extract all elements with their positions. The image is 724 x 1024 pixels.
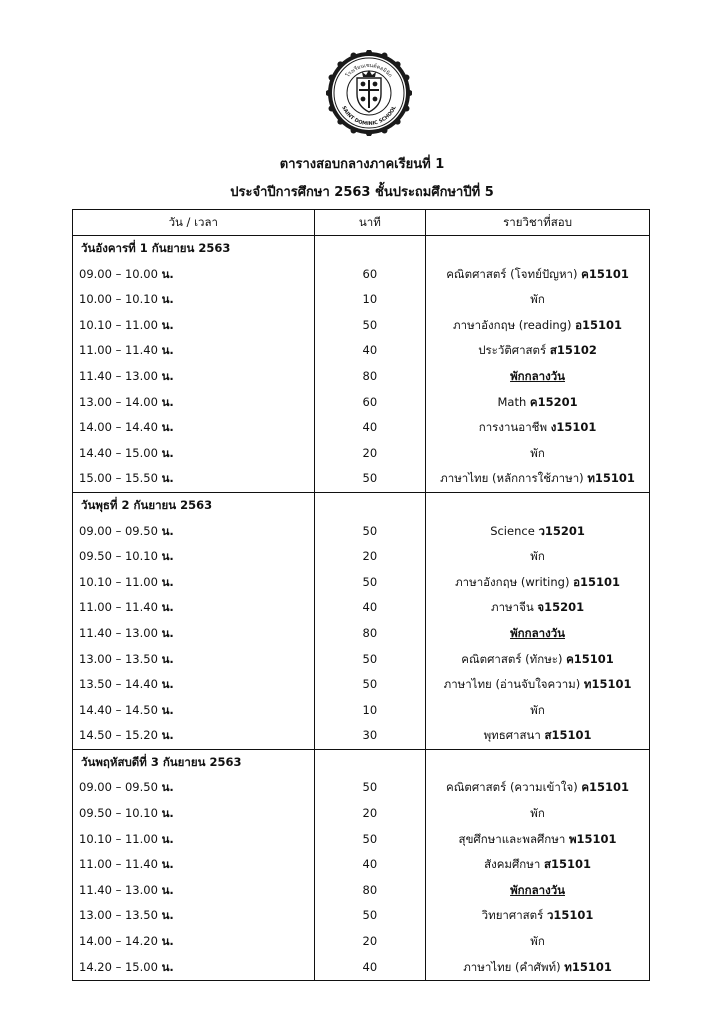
time-range: 09.00 – 09.50 (79, 780, 158, 795)
table-row (73, 647, 650, 673)
day-row-spacer (426, 236, 650, 262)
minutes-cell: 50 (314, 570, 426, 596)
subject-code: พ15101 (568, 831, 617, 846)
time-unit: น. (161, 908, 174, 923)
time-cell (73, 390, 315, 416)
day-header-row (73, 749, 650, 775)
time-range: 09.00 – 09.50 (79, 523, 158, 538)
time-unit: น. (161, 677, 174, 692)
minutes-cell: 20 (314, 801, 426, 827)
subject-code: ส15102 (549, 343, 597, 358)
header-minutes: นาที (314, 210, 426, 236)
subject-code: ส15101 (543, 857, 591, 872)
subject-name: พัก (530, 934, 545, 949)
day-row-spacer (314, 749, 426, 775)
subject-name: ภาษาจีน (491, 600, 538, 615)
header-subject: รายวิชาที่สอบ (426, 210, 650, 236)
time-unit: น. (161, 959, 174, 974)
time-range: 11.00 – 11.40 (79, 600, 158, 615)
table-row (73, 313, 650, 339)
subject-cell (426, 955, 650, 981)
day-label: วันอังคารที่ 1 กันยายน 2563 (73, 236, 315, 262)
time-cell (73, 775, 315, 801)
time-unit: น. (161, 806, 174, 821)
subject-cell (426, 338, 650, 364)
time-unit: น. (161, 445, 174, 460)
time-range: 11.40 – 13.00 (79, 625, 158, 640)
exam-subtitle: ประจำปีการศึกษา 2563 ชั้นประถมศึกษาปีที่ 5 (230, 185, 494, 200)
time-range: 14.40 – 14.50 (79, 702, 158, 717)
subject-code: ส15101 (544, 728, 592, 743)
time-cell (73, 929, 315, 955)
time-range: 14.50 – 15.20 (79, 728, 158, 743)
time-cell (73, 595, 315, 621)
table-row (73, 723, 650, 749)
time-cell (73, 621, 315, 647)
time-unit: น. (161, 420, 174, 435)
minutes-cell: 40 (314, 415, 426, 441)
subject-code: จ15201 (537, 600, 585, 615)
subject-cell (426, 519, 650, 545)
time-range: 10.10 – 11.00 (79, 574, 158, 589)
subject-name: ภาษาไทย (หลักการใช้ภาษา) (440, 471, 588, 486)
time-unit: น. (161, 343, 174, 358)
subject-cell (426, 262, 650, 288)
subject-cell (426, 723, 650, 749)
time-unit: น. (161, 934, 174, 949)
subject-name: พักกลางวัน (510, 368, 566, 383)
minutes-cell: 50 (314, 519, 426, 545)
table-row (73, 903, 650, 929)
time-range: 14.40 – 15.00 (79, 445, 158, 460)
subject-name: พัก (530, 806, 545, 821)
subject-name: คณิตศาสตร์ (ความเข้าใจ) (446, 780, 582, 795)
day-row-spacer (426, 749, 650, 775)
subject-cell (426, 801, 650, 827)
subject-code: ค15101 (581, 780, 630, 795)
subject-cell (426, 621, 650, 647)
time-range: 14.20 – 15.00 (79, 959, 158, 974)
time-unit: น. (161, 394, 174, 409)
subject-name: พักกลางวัน (510, 625, 566, 640)
subject-name: สังคมศึกษา (484, 857, 544, 872)
minutes-cell: 20 (314, 544, 426, 570)
time-cell (73, 827, 315, 853)
subject-cell (426, 929, 650, 955)
subject-name: พัก (530, 445, 545, 460)
table-row (73, 570, 650, 596)
time-unit: น. (161, 317, 174, 332)
time-cell (73, 364, 315, 390)
table-header-row (73, 210, 650, 236)
table-row (73, 955, 650, 981)
table-row (73, 519, 650, 545)
subject-name: Math (497, 394, 530, 409)
minutes-cell: 30 (314, 723, 426, 749)
subject-cell (426, 466, 650, 492)
subject-code: ว15101 (546, 908, 594, 923)
subject-cell (426, 878, 650, 904)
minutes-cell: 40 (314, 338, 426, 364)
minutes-cell: 80 (314, 878, 426, 904)
subject-name: พุทธศาสนา (483, 728, 545, 743)
subject-name: พัก (530, 292, 545, 307)
minutes-cell: 10 (314, 287, 426, 313)
time-cell (73, 723, 315, 749)
schedule-body (73, 236, 650, 981)
time-range: 13.00 – 13.50 (79, 908, 158, 923)
time-cell (73, 801, 315, 827)
table-row (73, 287, 650, 313)
time-unit: น. (161, 523, 174, 538)
time-range: 10.00 – 10.10 (79, 292, 158, 307)
minutes-cell: 60 (314, 262, 426, 288)
subject-cell (426, 903, 650, 929)
time-unit: น. (161, 266, 174, 281)
time-range: 13.50 – 14.40 (79, 677, 158, 692)
header-day-time: วัน / เวลา (73, 210, 315, 236)
subject-name: การงานอาชีพ (478, 420, 551, 435)
time-unit: น. (161, 600, 174, 615)
exam-schedule-table (72, 209, 650, 981)
time-cell (73, 338, 315, 364)
subject-name: พัก (530, 549, 545, 564)
subject-cell (426, 595, 650, 621)
svg-text:SAINT DOMINIC SCHOOL: SAINT DOMINIC SCHOOL (340, 105, 398, 128)
time-cell (73, 570, 315, 596)
time-cell (73, 955, 315, 981)
subject-code: ว15201 (538, 523, 585, 538)
subject-cell (426, 852, 650, 878)
table-row (73, 929, 650, 955)
time-range: 11.00 – 11.40 (79, 343, 158, 358)
time-cell (73, 852, 315, 878)
minutes-cell: 50 (314, 903, 426, 929)
subject-name: สุขศึกษาและพลศึกษา (458, 831, 569, 846)
subject-code: ค15201 (529, 394, 578, 409)
subject-name: Science (490, 523, 539, 538)
minutes-cell: 40 (314, 852, 426, 878)
subject-cell (426, 313, 650, 339)
minutes-cell: 40 (314, 595, 426, 621)
time-unit: น. (161, 549, 174, 564)
time-cell (73, 672, 315, 698)
subject-cell (426, 827, 650, 853)
minutes-cell: 60 (314, 390, 426, 416)
minutes-cell: 80 (314, 621, 426, 647)
subject-code: อ15101 (575, 317, 623, 332)
subject-code: ท15101 (587, 471, 635, 486)
table-row (73, 852, 650, 878)
minutes-cell: 50 (314, 313, 426, 339)
time-unit: น. (161, 368, 174, 383)
minutes-cell: 50 (314, 827, 426, 853)
time-cell (73, 415, 315, 441)
subject-cell (426, 570, 650, 596)
table-row (73, 441, 650, 467)
subject-cell (426, 544, 650, 570)
time-range: 09.00 – 10.00 (79, 266, 158, 281)
minutes-cell: 50 (314, 466, 426, 492)
subject-name: ภาษาไทย (คำศัพท์) (463, 959, 565, 974)
time-unit: น. (161, 574, 174, 589)
table-row (73, 801, 650, 827)
table-row (73, 878, 650, 904)
time-range: 10.10 – 11.00 (79, 317, 158, 332)
minutes-cell: 10 (314, 698, 426, 724)
day-label: วันพฤหัสบดีที่ 3 กันยายน 2563 (73, 749, 315, 775)
subject-name: วิทยาศาสตร์ (481, 908, 547, 923)
time-range: 11.40 – 13.00 (79, 882, 158, 897)
subject-code: อ15101 (573, 574, 621, 589)
subject-cell (426, 364, 650, 390)
school-seal-icon (326, 50, 412, 136)
minutes-cell: 50 (314, 647, 426, 673)
minutes-cell: 80 (314, 364, 426, 390)
time-range: 13.00 – 14.00 (79, 394, 158, 409)
time-range: 14.00 – 14.40 (79, 420, 158, 435)
time-cell (73, 313, 315, 339)
subject-code: ค15101 (566, 651, 614, 666)
subject-code: ง15101 (550, 420, 597, 435)
time-cell (73, 698, 315, 724)
table-row (73, 364, 650, 390)
time-range: 09.50 – 10.10 (79, 549, 158, 564)
exam-title: ตารางสอบกลางภาคเรียนที่ 1 (279, 157, 445, 172)
subject-name: พัก (530, 702, 545, 717)
time-unit: น. (161, 728, 174, 743)
svg-text:โรงเรียนเซนต์ดอมินิก: โรงเรียนเซนต์ดอมินิก (344, 62, 393, 79)
day-header-row (73, 236, 650, 262)
subject-name: คณิตศาสตร์ (โจทย์ปัญหา) (446, 266, 582, 281)
day-header-row (73, 492, 650, 518)
table-row (73, 775, 650, 801)
table-row (73, 262, 650, 288)
day-label: วันพุธที่ 2 กันยายน 2563 (73, 492, 315, 518)
time-range: 11.40 – 13.00 (79, 368, 158, 383)
time-range: 13.00 – 13.50 (79, 651, 158, 666)
time-unit: น. (161, 780, 174, 795)
time-cell (73, 441, 315, 467)
table-row (73, 698, 650, 724)
table-row (73, 595, 650, 621)
subject-code: ท15101 (583, 677, 632, 692)
table-row (73, 672, 650, 698)
time-unit: น. (161, 831, 174, 846)
table-row (73, 827, 650, 853)
time-range: 15.00 – 15.50 (79, 471, 158, 486)
minutes-cell: 40 (314, 955, 426, 981)
time-cell (73, 903, 315, 929)
time-cell (73, 262, 315, 288)
time-range: 10.10 – 11.00 (79, 831, 158, 846)
time-unit: น. (161, 292, 174, 307)
subject-cell (426, 672, 650, 698)
table-row (73, 621, 650, 647)
subject-name: พักกลางวัน (510, 882, 566, 897)
subject-name: คณิตศาสตร์ (ทักษะ) (461, 651, 567, 666)
day-row-spacer (426, 492, 650, 518)
time-cell (73, 647, 315, 673)
minutes-cell: 20 (314, 929, 426, 955)
time-unit: น. (161, 882, 174, 897)
subject-name: ภาษาอังกฤษ (reading) (453, 317, 576, 332)
table-row (73, 544, 650, 570)
day-row-spacer (314, 492, 426, 518)
school-logo (326, 50, 412, 136)
time-unit: น. (161, 471, 174, 486)
subject-cell (426, 441, 650, 467)
subject-code: ค15101 (581, 266, 629, 281)
subject-name: ภาษาอังกฤษ (writing) (455, 574, 574, 589)
subject-code: ท15101 (564, 959, 612, 974)
time-range: 14.00 – 14.20 (79, 934, 158, 949)
table-row (73, 390, 650, 416)
subject-cell (426, 775, 650, 801)
time-cell (73, 519, 315, 545)
time-cell (73, 287, 315, 313)
subject-name: ภาษาไทย (อ่านจับใจความ) (443, 677, 584, 692)
subject-cell (426, 698, 650, 724)
subject-cell (426, 390, 650, 416)
subject-cell (426, 647, 650, 673)
time-cell (73, 544, 315, 570)
time-unit: น. (161, 625, 174, 640)
time-unit: น. (161, 857, 174, 872)
subject-name: ประวัติศาสตร์ (478, 343, 550, 358)
time-cell (73, 878, 315, 904)
subject-cell (426, 287, 650, 313)
time-range: 11.00 – 11.40 (79, 857, 158, 872)
table-row (73, 466, 650, 492)
time-range: 09.50 – 10.10 (79, 806, 158, 821)
minutes-cell: 50 (314, 672, 426, 698)
minutes-cell: 20 (314, 441, 426, 467)
subject-cell (426, 415, 650, 441)
time-unit: น. (161, 702, 174, 717)
table-row (73, 415, 650, 441)
day-row-spacer (314, 236, 426, 262)
time-cell (73, 466, 315, 492)
time-unit: น. (161, 651, 174, 666)
minutes-cell: 50 (314, 775, 426, 801)
table-row (73, 338, 650, 364)
